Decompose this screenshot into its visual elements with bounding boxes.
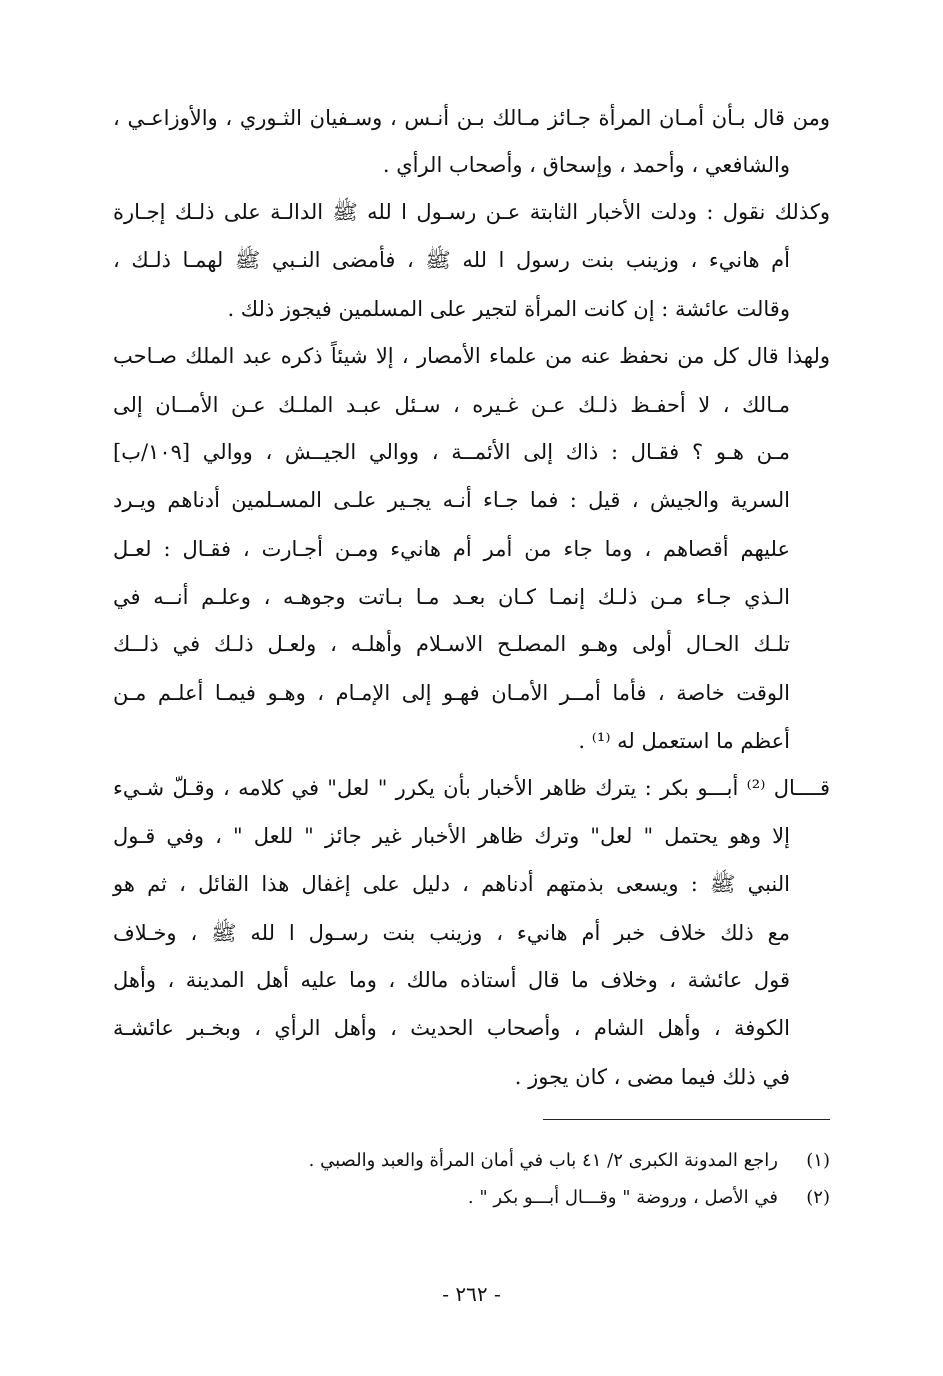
text-line: الـذي جـاء مـن ذلـك إنمـا كـان بعـد مـا بـاتت وجوهـه ، وعلـم أنــه في <box>113 585 790 609</box>
footnote-number: (٢) <box>806 1187 830 1208</box>
text-line: ولهذا قال كل من نحفظ عنه من علماء الأمصار ، إلا شيئاً ذكره عبد الملك صـاحب <box>113 344 830 368</box>
text-line: الوقت خاصة ، فأما أمــر الأمـان فهـو إلى الإمـام ، وهـو فيمـا أعلـم مـن <box>113 681 790 705</box>
text-line: مـالك ، لا أحفـظ ذلـك عـن غـيره ، سـئل عبـد الملـك عـن الأمــان إلى <box>113 393 790 417</box>
text-line: أم هانيء ، وزينب بنت رسول ا لله ﷺ ، فأمضى النـبي ﷺ لهمـا ذلـك ، <box>113 248 790 272</box>
text-line: السرية والجيش ، قيل : فما جـاء أنـه يجـير علـى المسـلمين أدناهم ويـرد <box>113 488 790 512</box>
text-line: قول عائشة ، وخلاف ما قال أستاذه مالك ، وما عليه أهل المدينة ، وأهل <box>113 968 790 992</box>
footnote-number: (١) <box>806 1150 830 1171</box>
footnote-text: راجع المدونة الكبرى ٢/ ٤١ باب في أمان المرأة والعبد والصبي . <box>308 1150 778 1171</box>
page-number: - ٢٦٢ - <box>442 1282 501 1306</box>
footnote-divider <box>543 1119 830 1120</box>
footnote <box>0 1182 943 1214</box>
text-line: إلا وهو يحتمل " لعل" وترك ظاهر الأخبار غير جائز " للعل " ، وفي قـول <box>113 824 790 848</box>
text-line: وقالت عائشة : إن كانت المرأة لتجير على المسلمين فيجوز ذلك . <box>227 297 790 321</box>
text-line: والشافعي ، وأحمد ، وإسحاق ، وأصحاب الرأي . <box>382 153 790 177</box>
text-line: تلـك الحـال أولى وهـو المصلـح الاسـلام وأهلـه ، ولعـل ذلـك في ذلــك <box>113 632 790 656</box>
text-line: في ذلك فيما مضى ، كان يجوز . <box>514 1065 790 1089</box>
text-line: الكوفة ، وأهل الشام ، وأصحاب الحديث ، وأهل الرأي ، وبخـبر عائشـة <box>113 1016 790 1040</box>
text-line: وكذلك نقول : ودلت الأخبار الثابتة عـن رسـول ا لله ﷺ الدالـة على ذلـك إجـارة <box>113 200 830 224</box>
text-line: النبي ﷺ : ويسعى بذمتهم أدناهم ، دليل على إغفال هذا القائل ، ثم هو <box>113 872 790 896</box>
text-line: عليهم أقصاهم ، وما جاء من أمر أم هانيء ومـن أجـارت ، فقـال : لعـل <box>113 537 790 561</box>
footnote <box>0 1145 943 1177</box>
text-line: قــــال ⁽²⁾ أبـــو بكر : يترك ظاهر الأخبار بأن يكرر " لعل" في كلامه ، وقـلّ شـيء <box>113 776 830 800</box>
text-line: مع ذلك خلاف خبر أم هانيء ، وزينب بنت رسـول ا لله ﷺ ، وخـلاف <box>113 921 790 945</box>
text-line: أعظم ما استعمل له ⁽¹⁾ . <box>578 729 790 753</box>
footnote-text: في الأصل ، وروضة " وقـــال أبـــو بكر " . <box>467 1187 778 1208</box>
text-line: ومن قال بـأن أمـان المرأة جـائز مـالك بـن أنـس ، وسـفيان الثـوري ، والأوزاعـي ، <box>113 106 830 130</box>
text-line: مـن هـو ؟ فقـال : ذاك إلى الأئمــة ، ووالي الجيــش ، ووالي [١٠٩/ب] <box>113 440 790 464</box>
